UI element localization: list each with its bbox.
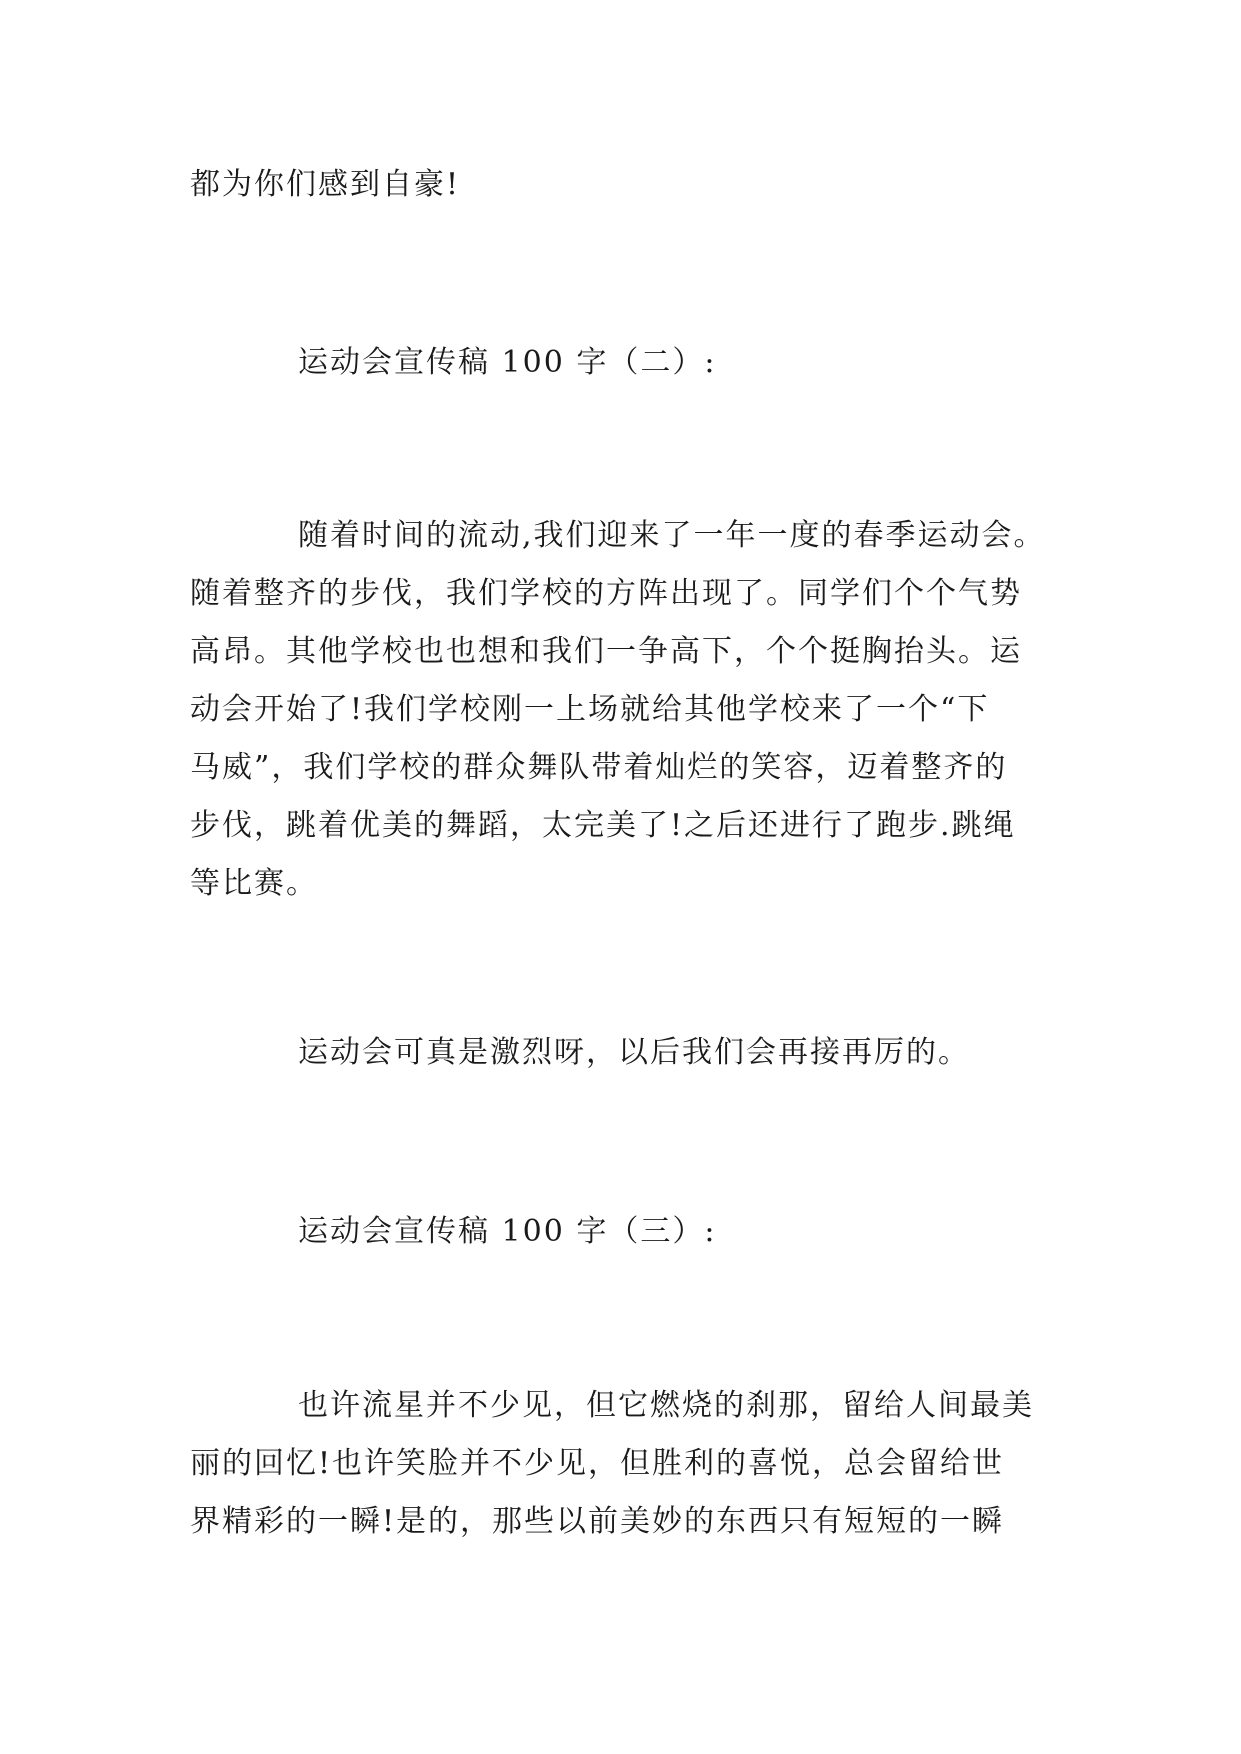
paragraph-line: 高昂。其他学校也也想和我们一争高下，个个挺胸抬头。运 [190,634,1022,669]
paragraph-line: 步伐，跳着优美的舞蹈，太完美了!之后还进行了跑步.跳绳 [190,808,1016,843]
paragraph-line: 都为你们感到自豪! [190,167,461,202]
paragraph-line: 随着整齐的步伐，我们学校的方阵出现了。同学们个个气势 [190,576,1022,611]
paragraph-line: 丽的回忆!也许笑脸并不少见，但胜利的喜悦，总会留给世 [190,1446,1005,1481]
section-heading: 运动会宣传稿 100 字（二）: [298,345,717,380]
paragraph-line: 也许流星并不少见，但它燃烧的刹那，留给人间最美 [298,1388,1034,1423]
paragraph-line: 随着时间的流动,我们迎来了一年一度的春季运动会。 [298,518,1046,553]
paragraph-line: 动会开始了!我们学校刚一上场就给其他学校来了一个“下 [190,692,990,727]
section-heading: 运动会宣传稿 100 字（三）: [298,1214,717,1249]
paragraph-line: 马威”，我们学校的群众舞队带着灿烂的笑容，迈着整齐的 [190,750,1008,785]
paragraph-line: 界精彩的一瞬!是的，那些以前美妙的东西只有短短的一瞬 [190,1504,1005,1539]
paragraph-line: 等比赛。 [190,866,318,901]
paragraph-line: 运动会可真是激烈呀，以后我们会再接再厉的。 [298,1035,970,1070]
